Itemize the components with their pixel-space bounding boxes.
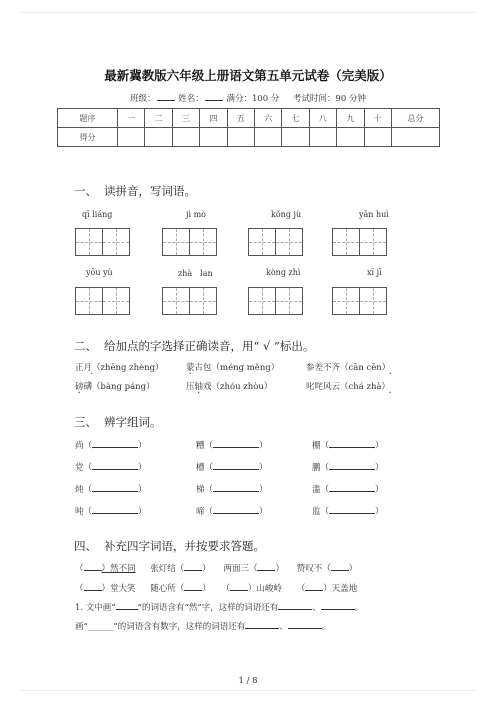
score-header-cell: 十 — [364, 109, 391, 128]
answer-blank[interactable] — [213, 504, 259, 514]
score-header-cell: 三 — [172, 109, 199, 128]
score-cell[interactable] — [254, 128, 281, 147]
pinyin-label: kǒng jù — [271, 210, 302, 219]
writing-cell[interactable] — [75, 287, 103, 315]
paren-open: （ — [221, 584, 230, 594]
writing-grid[interactable] — [332, 287, 387, 315]
option-text: 压 — [186, 382, 195, 392]
section-4-heading — [74, 538, 265, 554]
answer-blank[interactable] — [92, 482, 138, 492]
pinyin-label: yōu yù — [86, 268, 113, 277]
dotted-char: 蒙 — [186, 363, 195, 373]
writing-grid[interactable] — [162, 228, 217, 256]
question-text: 、 — [312, 603, 321, 613]
word-group-item — [196, 438, 268, 451]
word-group-item — [196, 460, 268, 473]
answer-blank[interactable] — [92, 504, 138, 514]
char-label: 槽（ — [196, 463, 214, 473]
answer-blank[interactable] — [213, 438, 259, 448]
paren-open: （ — [296, 584, 306, 594]
page-bottom-edge — [20, 690, 476, 691]
writing-cell[interactable] — [275, 287, 303, 315]
option-text: 叱咤风云（chá zhà） — [306, 382, 391, 392]
writing-cell[interactable] — [162, 287, 190, 315]
word-group-item — [312, 504, 384, 517]
answer-blank[interactable] — [84, 561, 102, 571]
score-label: 满分：100 分 — [226, 94, 280, 104]
name-label: 姓名： — [178, 94, 204, 104]
writing-grid[interactable] — [248, 228, 303, 256]
char-label: 梯（ — [196, 485, 214, 495]
word-group-item — [75, 438, 147, 451]
char-label: 啼（ — [196, 507, 214, 517]
writing-cell[interactable] — [275, 228, 303, 256]
question-4-1 — [75, 600, 363, 613]
word-group-item — [312, 482, 384, 495]
reading-option — [75, 380, 155, 392]
char-label: 炖（ — [75, 485, 93, 495]
paren-close: ） — [259, 463, 268, 473]
word-group-item — [196, 504, 268, 517]
paren-close: ） — [202, 584, 211, 594]
char-label: 监（ — [312, 507, 330, 517]
answer-blank[interactable] — [288, 619, 322, 629]
word-group-item — [75, 504, 147, 517]
answer-blank[interactable] — [184, 561, 202, 571]
section-text: 辨字组词。 — [104, 415, 162, 429]
idiom-text: ）山峻岭 — [247, 584, 282, 594]
pinyin-label: qī liáng — [82, 210, 113, 219]
reading-option — [306, 380, 390, 392]
word-group-item — [75, 482, 147, 495]
char-label: 鹏（ — [312, 463, 330, 473]
score-cell[interactable] — [392, 128, 440, 147]
pinyin-label: jì mò — [186, 210, 206, 219]
word-group-item — [312, 460, 384, 473]
name-blank — [205, 92, 223, 101]
score-cell[interactable] — [282, 128, 309, 147]
section-text: 给加点的字选择正确读音，用“ √ ”标出。 — [104, 339, 315, 353]
answer-blank[interactable] — [257, 561, 275, 571]
page-title: 最新冀教版六年级上册语文第五单元试卷（完美版） — [104, 68, 392, 83]
pinyin-label: yān huì — [359, 210, 389, 219]
score-table-score-row — [58, 128, 440, 147]
idiom-text: 随心所（ — [150, 584, 185, 594]
writing-cell[interactable] — [102, 228, 130, 256]
section-text: 补充四字词语，并按要求答题。 — [104, 539, 265, 553]
score-header-cell: 六 — [254, 109, 281, 128]
score-header-cell: 总分 — [392, 109, 440, 128]
answer-blank[interactable] — [92, 438, 138, 448]
paren-close: ） — [259, 441, 268, 451]
score-header-cell: 四 — [200, 109, 227, 128]
reading-option — [306, 361, 390, 373]
question-text: 画“______”的词语含有数字，这样的词语还有 — [75, 622, 246, 632]
idiom-text: 张灯结（ — [150, 564, 185, 574]
pinyin-label: xī jī — [367, 268, 382, 277]
char-label: 棚（ — [312, 441, 330, 451]
answer-blank[interactable] — [329, 482, 375, 492]
answer-blank[interactable] — [230, 581, 248, 591]
paren-close: ） — [259, 507, 268, 517]
paren-close: ） — [375, 463, 384, 473]
section-number: 三、 — [74, 415, 97, 429]
char-label: 糟（ — [196, 441, 214, 451]
answer-blank[interactable] — [305, 581, 323, 591]
writing-cell[interactable] — [162, 228, 190, 256]
score-header-cell: 一 — [118, 109, 145, 128]
pinyin-label: zhà lan — [178, 269, 213, 278]
time-label: 考试时间：90 分钟 — [292, 94, 366, 104]
option-text: 参差不齐（cān cēn） — [306, 363, 391, 373]
class-blank — [157, 92, 175, 101]
exam-meta — [0, 92, 496, 104]
char-label: 党（ — [75, 463, 93, 473]
answer-blank[interactable] — [278, 600, 312, 610]
answer-blank[interactable] — [213, 460, 259, 470]
paren-close: ） — [138, 441, 147, 451]
section-number: 一、 — [74, 184, 97, 198]
question-4-2 — [75, 619, 330, 632]
score-cell[interactable] — [227, 128, 254, 147]
answer-blank[interactable] — [321, 600, 355, 610]
paren-open: （ — [75, 564, 84, 574]
answer-blank[interactable] — [329, 504, 375, 514]
question-text: 。 — [354, 603, 364, 613]
question-text: ”的词语含有“然”字，这样的词语还有 — [137, 603, 279, 613]
pinyin-label: kòng zhì — [266, 268, 301, 277]
paren-close: ） — [375, 507, 384, 517]
dotted-char: 磅 — [75, 382, 84, 392]
writing-grid[interactable] — [75, 287, 130, 315]
writing-cell[interactable] — [248, 228, 276, 256]
word-group-item — [196, 482, 268, 495]
score-header-cell: 二 — [145, 109, 172, 128]
score-cell[interactable] — [145, 128, 172, 147]
question-text: 。 — [321, 622, 331, 632]
page-top-edge — [20, 12, 476, 13]
answer-blank[interactable] — [329, 460, 375, 470]
writing-cell[interactable] — [332, 287, 360, 315]
paren-close: ） — [259, 485, 268, 495]
answer-blank[interactable] — [329, 438, 375, 448]
section-number: 四、 — [74, 539, 97, 553]
answer-blank[interactable] — [184, 581, 202, 591]
question-text: 、 — [279, 622, 288, 632]
score-header-cell: 题序 — [58, 109, 118, 128]
answer-blank[interactable] — [331, 561, 349, 571]
char-label: 尚（ — [75, 441, 93, 451]
idiom-text: 两面三（ — [223, 564, 258, 574]
section-number: 二、 — [74, 339, 97, 353]
writing-grid[interactable] — [248, 287, 303, 315]
answer-blank[interactable] — [245, 619, 279, 629]
dotted-char: 轴 — [194, 382, 204, 392]
writing-cell[interactable] — [189, 287, 217, 315]
score-header-cell: 九 — [337, 109, 364, 128]
char-label: 滥（ — [312, 485, 330, 495]
paren-close: ） — [348, 564, 358, 574]
paren-close: ） — [138, 485, 147, 495]
paren-close: ） — [375, 441, 384, 451]
writing-cell[interactable] — [359, 228, 387, 256]
paren-close: ） — [202, 564, 211, 574]
writing-cell[interactable] — [248, 287, 276, 315]
reading-option — [186, 380, 272, 392]
section-3-heading — [74, 414, 162, 430]
char-label: 吨（ — [75, 507, 93, 517]
underline-sample — [116, 600, 138, 610]
paren-close: ） — [138, 463, 147, 473]
paren-close: ） — [375, 485, 384, 495]
writing-cell[interactable] — [102, 287, 130, 315]
idiom-text: ）然不同 — [101, 564, 136, 574]
word-group-item — [75, 460, 147, 473]
section-1-heading — [74, 183, 196, 199]
writing-grid[interactable] — [162, 287, 217, 315]
option-text: （zhēng zhèng） — [92, 363, 164, 373]
score-cell[interactable] — [118, 128, 145, 147]
option-text: 古包（méng měng） — [194, 363, 280, 373]
score-cell[interactable] — [364, 128, 391, 147]
score-header-cell: 八 — [309, 109, 336, 128]
option-text: 正月 — [75, 363, 93, 373]
score-header-cell: 七 — [282, 109, 309, 128]
page-number: 1 / 8 — [238, 676, 258, 686]
word-group-item — [312, 438, 384, 451]
score-cell[interactable] — [337, 128, 364, 147]
score-header-cell: 五 — [227, 109, 254, 128]
score-row-label: 得分 — [58, 128, 118, 147]
class-label: 班级： — [130, 94, 156, 104]
paren-close: ） — [275, 564, 284, 574]
idiom-row-1 — [75, 561, 357, 574]
answer-blank[interactable] — [84, 581, 102, 591]
score-cell[interactable] — [309, 128, 336, 147]
score-cell[interactable] — [172, 128, 199, 147]
idiom-text: 赞叹不（ — [296, 564, 331, 574]
writing-cell[interactable] — [189, 228, 217, 256]
score-cell[interactable] — [200, 128, 227, 147]
idiom-row-2 — [75, 581, 357, 594]
writing-cell[interactable] — [359, 287, 387, 315]
idiom-text: ）堂大笑 — [101, 584, 136, 594]
section-2-heading — [74, 338, 314, 354]
writing-grid[interactable] — [332, 228, 387, 256]
answer-blank[interactable] — [213, 482, 259, 492]
question-text: 1. 文中画“ — [75, 603, 116, 613]
reading-option — [186, 361, 279, 373]
option-text: 戏（zhóu zhòu） — [203, 382, 273, 392]
reading-option — [75, 361, 164, 373]
score-table — [57, 108, 440, 147]
answer-blank[interactable] — [92, 460, 138, 470]
paren-open: （ — [75, 584, 84, 594]
idiom-text: ）天盖地 — [323, 584, 358, 594]
section-text: 读拼音，写词语。 — [104, 184, 196, 198]
score-table-header-row — [58, 109, 440, 128]
writing-grid[interactable] — [75, 228, 130, 256]
paren-close: ） — [138, 507, 147, 517]
writing-cell[interactable] — [332, 228, 360, 256]
option-text: 礴（bàng páng） — [83, 382, 155, 392]
writing-cell[interactable] — [75, 228, 103, 256]
